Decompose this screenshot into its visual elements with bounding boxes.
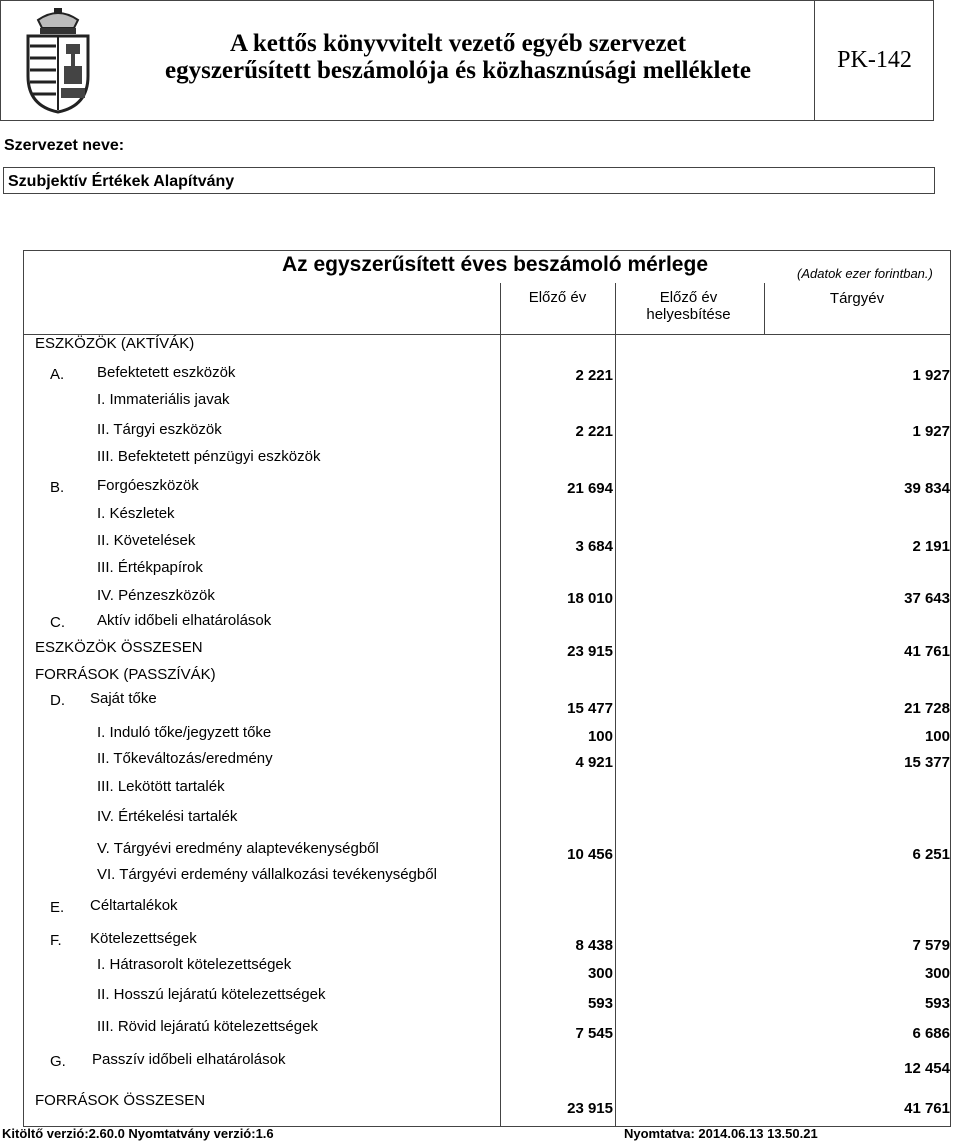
row-label: I. Immateriális javak: [97, 391, 230, 408]
column-header-previous-year-correction: [614, 289, 763, 323]
row-label: V. Tárgyévi eredmény alaptevékenységből: [97, 840, 379, 857]
row-code: D.: [50, 692, 65, 709]
row-code: G.: [50, 1053, 66, 1070]
form-title-line1: A kettős könyvvitelt vezető egyéb szervezet: [229, 30, 687, 57]
row-value-current-year: 41 761: [904, 1100, 950, 1117]
row-value-current-year: 12 454: [904, 1060, 950, 1077]
row-code: E.: [50, 899, 65, 916]
row-value-current-year: 37 643: [904, 590, 950, 607]
form-title-line2: egyszerűsített beszámolója és közhasznúsági melléklete: [165, 57, 751, 84]
row-label: FORRÁSOK (PASSZÍVÁK): [35, 666, 216, 683]
row-label: I. Induló tőke/jegyzett tőke: [97, 724, 272, 741]
row-value-previous-year: 593: [587, 995, 613, 1012]
row-code: B.: [50, 479, 65, 496]
row-label: VI. Tárgyévi erdemény vállalkozási tevékenységből: [97, 866, 437, 883]
row-code: F.: [50, 932, 62, 949]
row-value-previous-year: 21 694: [567, 480, 613, 497]
organization-label: Szervezet neve:: [4, 137, 125, 154]
column-header-correction-line2: helyesbítése: [646, 306, 731, 323]
column-header-previous-year: Előző év: [528, 289, 587, 306]
footer-version: Kitöltő verzió:2.60.0 Nyomtatvány verzió:1.6: [2, 1126, 274, 1141]
row-label: ESZKÖZÖK ÖSSZESEN: [35, 639, 203, 656]
row-value-current-year: 100: [924, 728, 950, 745]
row-value-current-year: 300: [924, 965, 950, 982]
row-label: I. Hátrasorolt kötelezettségek: [97, 956, 292, 973]
column-header-correction-line1: Előző év: [659, 289, 718, 306]
hungarian-coat-of-arms-icon: [24, 6, 92, 114]
row-value-previous-year: 7 545: [575, 1025, 613, 1042]
row-label: Forgóeszközök: [97, 477, 199, 494]
row-label: Kötelezettségek: [90, 930, 197, 947]
row-label: FORRÁSOK ÖSSZESEN: [35, 1092, 206, 1109]
row-value-current-year: 1 927: [912, 367, 950, 384]
row-label: Passzív időbeli elhatárolások: [92, 1051, 286, 1068]
form-code: PK-142: [814, 0, 934, 121]
row-label: III. Befektetett pénzügyi eszközök: [97, 448, 321, 465]
row-label: I. Készletek: [97, 505, 175, 522]
row-value-previous-year: 18 010: [567, 590, 613, 607]
row-value-current-year: 7 579: [912, 937, 950, 954]
row-label: II. Követelések: [97, 532, 196, 549]
row-value-previous-year: 3 684: [575, 538, 613, 555]
row-value-current-year: 593: [924, 995, 950, 1012]
row-code: A.: [50, 366, 65, 383]
row-value-current-year: 6 251: [912, 846, 950, 863]
row-label: II. Tőkeváltozás/eredmény: [97, 750, 273, 767]
column-header-current-year: Tárgyév: [829, 290, 885, 307]
row-value-previous-year: 100: [587, 728, 613, 745]
row-label: III. Lekötött tartalék: [97, 778, 225, 795]
row-value-current-year: 39 834: [904, 480, 950, 497]
row-value-previous-year: 4 921: [575, 754, 613, 771]
row-value-current-year: 15 377: [904, 754, 950, 771]
row-value-current-year: 21 728: [904, 700, 950, 717]
row-value-previous-year: 10 456: [567, 846, 613, 863]
row-label: ESZKÖZÖK (AKTÍVÁK): [35, 335, 195, 352]
row-label: Befektetett eszközök: [97, 364, 236, 381]
row-label: Céltartalékok: [90, 897, 178, 914]
row-value-current-year: 6 686: [912, 1025, 950, 1042]
row-label: Aktív időbeli elhatárolások: [97, 612, 272, 629]
row-value-previous-year: 300: [587, 965, 613, 982]
footer-print-date: Nyomtatva: 2014.06.13 13.50.21: [624, 1126, 818, 1141]
row-value-previous-year: 8 438: [575, 937, 613, 954]
row-label: III. Értékpapírok: [97, 559, 203, 576]
row-label: IV. Értékelési tartalék: [97, 808, 238, 825]
row-label: IV. Pénzeszközök: [97, 587, 215, 604]
row-code: C.: [50, 614, 65, 631]
row-value-previous-year: 23 915: [567, 643, 613, 660]
organization-name: Szubjektív Értékek Alapítvány: [8, 173, 235, 190]
table-unit-note: (Adatok ezer forintban.): [797, 266, 933, 281]
row-value-previous-year: 2 221: [575, 367, 613, 384]
row-value-previous-year: 15 477: [567, 700, 613, 717]
form-title: [103, 30, 813, 84]
row-value-current-year: 2 191: [912, 538, 950, 555]
row-value-current-year: 41 761: [904, 643, 950, 660]
row-value-previous-year: 23 915: [567, 1100, 613, 1117]
table-title: Az egyszerűsített éves beszámoló mérlege: [281, 253, 708, 276]
row-label: II. Tárgyi eszközök: [97, 421, 222, 438]
row-label: Saját tőke: [90, 690, 157, 707]
row-label: III. Rövid lejáratú kötelezettségek: [97, 1018, 318, 1035]
row-value-previous-year: 2 221: [575, 423, 613, 440]
row-value-current-year: 1 927: [912, 423, 950, 440]
row-label: II. Hosszú lejáratú kötelezettségek: [97, 986, 326, 1003]
